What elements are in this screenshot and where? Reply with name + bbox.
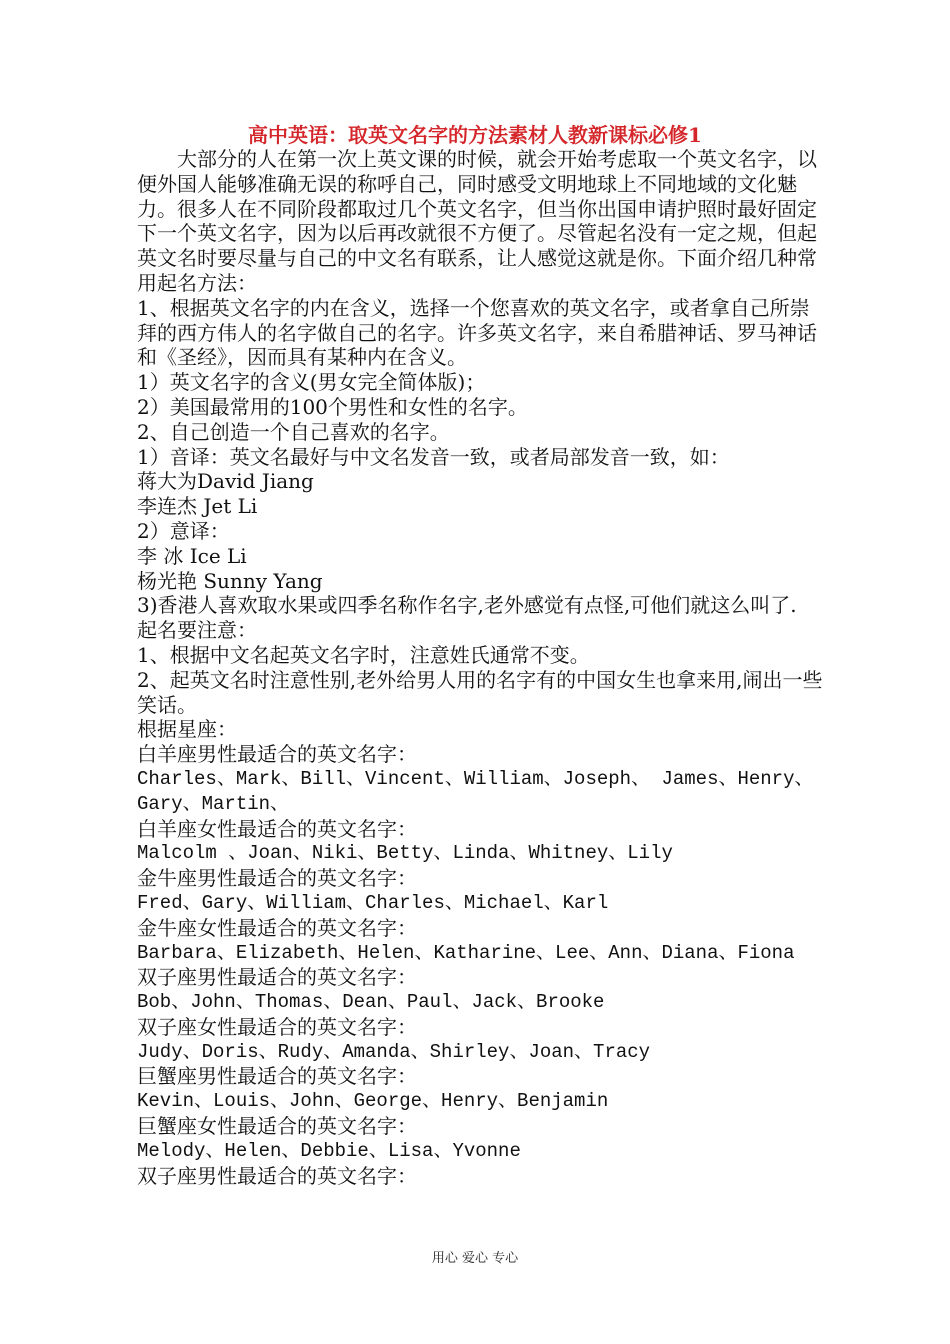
name-list: Charles、Mark、Bill、Vincent、William、Joseph、 James、Henry、Gary、Martin、 xyxy=(137,767,814,815)
example-line: 李连杰 Jet Li xyxy=(137,494,258,519)
method-1-paragraph: 1、根据英文名字的内在含义，选择一个您喜欢的英文名字，或者拿自己所崇拜的西方伟人的名字做自己的名字。许多英文名字，来自希腊神话、罗马神话和《圣经》，因而具有某种内在含义。 xyxy=(137,295,817,370)
name-list: Barbara、Elizabeth、Helen、Katharine、Lee、Ann、Diana、Fiona xyxy=(137,941,795,964)
zodiac-label: 白羊座女性最适合的英文名字： xyxy=(137,816,417,841)
name-list: Fred、Gary、William、Charles、Michael、Karl xyxy=(137,891,609,914)
note-item: 2、起英文名时注意性别,老外给男人用的名字有的中国女生也拿来用,闹出一些笑话。 xyxy=(137,667,823,717)
intro-paragraph: 大部分的人在第一次上英文课的时候，就会开始考虑取一个英文名字，以便外国人能够准确无误的称呼自己，同时感受文明地球上不同地域的文化魅力。很多人在不同阶段都取过几个英文名字，但当你出国申请护照时最好固定下一个英文名字，因为以后再改就很不方便了。尽管起名没有一定之规，但起英文名时要尽量与自己的中文名有联系，让人感觉这就是你。下面介绍几种常用起名方法： xyxy=(137,147,817,295)
zodiac-label: 巨蟹座女性最适合的英文名字： xyxy=(137,1114,417,1139)
zodiac-label: 金牛座女性最适合的英文名字： xyxy=(137,915,417,940)
zodiac-label: 双子座男性最适合的英文名字： xyxy=(137,1163,417,1188)
name-list: Bob、John、Thomas、Dean、Paul、Jack、Brooke xyxy=(137,991,605,1014)
zodiac-label: 双子座女性最适合的英文名字： xyxy=(137,1014,417,1039)
example-line: 蒋大为David Jiang xyxy=(137,469,314,494)
document-body xyxy=(137,147,827,1188)
zodiac-label: 双子座男性最适合的英文名字： xyxy=(137,965,417,990)
list-item: 1）音译：英文名最好与中文名发音一致，或者局部发音一致，如： xyxy=(137,444,730,469)
example-line: 杨光艳 Sunny Yang xyxy=(137,568,323,593)
name-list: Kevin、Louis、John、George、Henry、Benjamin xyxy=(137,1090,609,1113)
zodiac-label: 巨蟹座男性最适合的英文名字： xyxy=(137,1064,417,1089)
list-item: 2）美国最常用的100个男性和女性的名字。 xyxy=(137,394,528,419)
example-line: 李 冰 Ice Li xyxy=(137,543,247,568)
note-item: 1、根据中文名起英文名字时，注意姓氏通常不变。 xyxy=(137,642,590,667)
zodiac-label: 白羊座男性最适合的英文名字： xyxy=(137,742,417,767)
method-2-heading: 2、自己创造一个自己喜欢的名字。 xyxy=(137,419,450,444)
name-list: Melody、Helen、Debbie、Lisa、Yvonne xyxy=(137,1139,521,1162)
zodiac-label: 金牛座男性最适合的英文名字： xyxy=(137,866,417,891)
list-item: 2）意译： xyxy=(137,518,230,543)
notes-heading: 起名要注意： xyxy=(137,618,257,643)
document-title: 高中英语：取英文名字的方法素材人教新课标必修1 xyxy=(248,123,702,147)
page-footer: 用心 爱心 专心 xyxy=(431,1251,519,1266)
name-list: Malcolm 、Joan、Niki、Betty、Linda、Whitney、Lily xyxy=(137,842,673,865)
list-item: 3)香港人喜欢取水果或四季名称作名字,老外感觉有点怪,可他们就这么叫了. xyxy=(137,593,797,618)
name-list: Judy、Doris、Rudy、Amanda、Shirley、Joan、Tracy xyxy=(137,1040,651,1063)
list-item: 1）英文名字的含义(男女完全简体版)； xyxy=(137,370,486,395)
zodiac-heading: 根据星座： xyxy=(137,717,237,742)
